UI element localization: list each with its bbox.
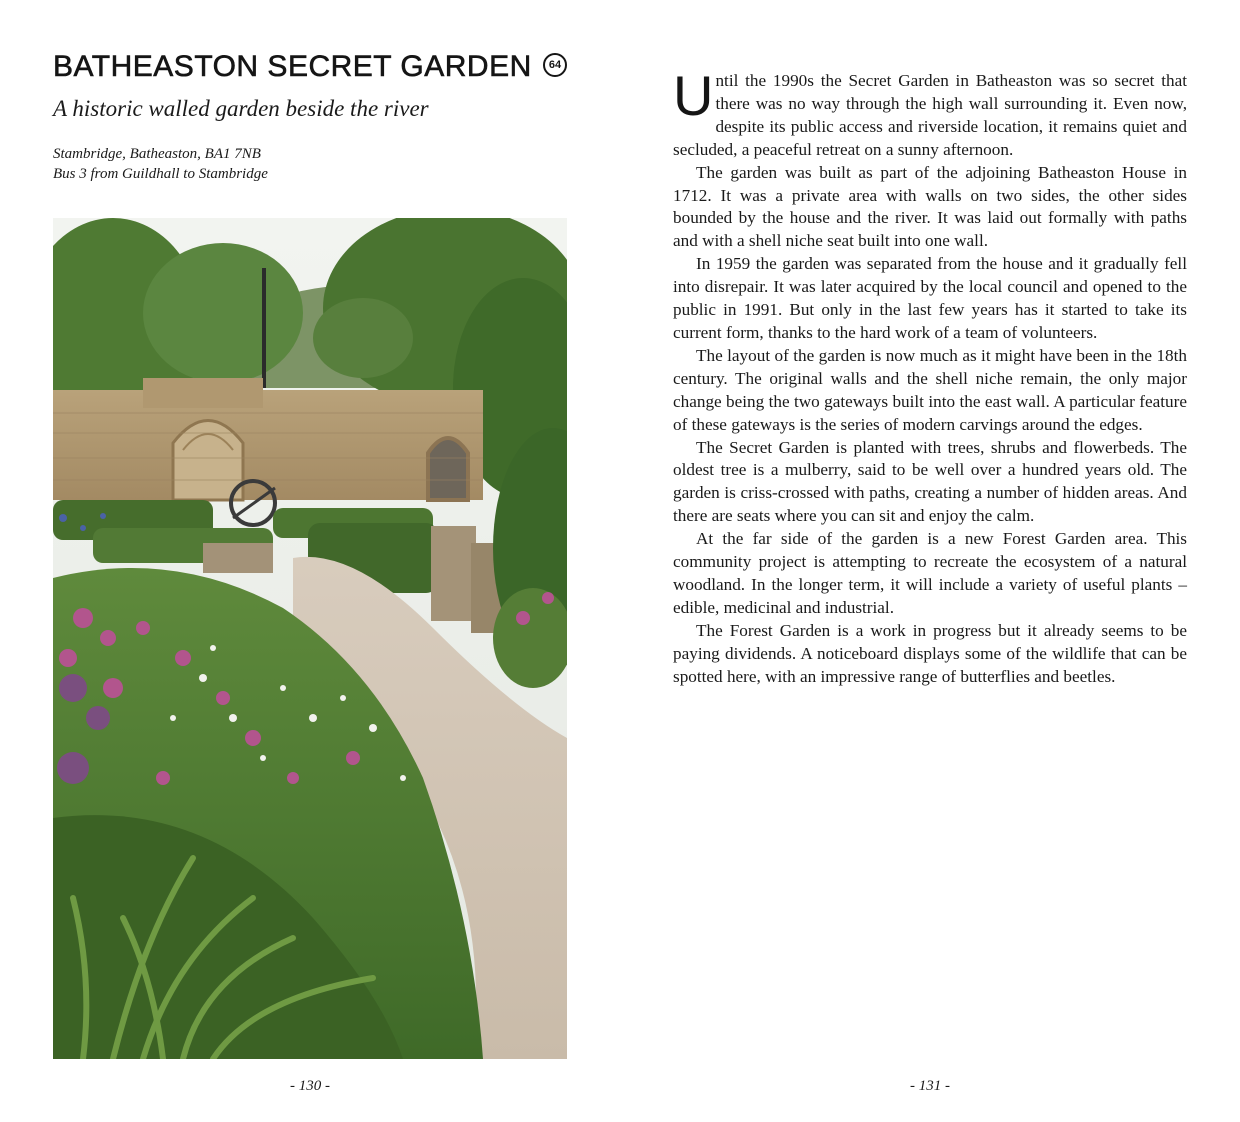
drop-cap: U (673, 64, 714, 127)
paragraph: The Forest Garden is a work in progress but it already seems to be paying dividends. A noticeboard displays some of the wildlife that can be spotted here, with an impressive range of butterflies and beetles. (673, 620, 1187, 686)
paragraph: In 1959 the garden was separated from the house and it gradually fell into disrepair. It was later acquired by the local council and opened to the public in 1991. But only in the last few years has it started to take its current form, thanks to the hard work of a team of volunteers. (673, 254, 1187, 342)
location-info (53, 144, 268, 184)
page-number: - 130 - (290, 1078, 330, 1094)
paragraph: The garden was built as part of the adjoining Batheaston House in 1712. It was a private area with walls on two sides, the other sides bounded by the house and the river. It was laid out formally with paths and with a shell niche seat built into one wall. (673, 162, 1187, 251)
right-page (620, 0, 1240, 1122)
paragraph: The layout of the garden is now much as it might have been in the 18th century. The original walls and the shell niche remain, the only major change being the two gateways built into the east wall. A particular feature of these gateways is the series of modern carvings around the edges. (673, 345, 1187, 434)
page-subtitle: A historic walled garden beside the river (53, 96, 429, 121)
paragraph: At the far side of the garden is a new Forest Garden area. This community project is attempting to recreate the ecosystem of a natural woodland. In the longer term, it will include a variety of useful plants – edible, medicinal and industrial. (673, 529, 1187, 617)
transport-line: Bus 3 from Guildhall to Stambridge (53, 166, 268, 182)
garden-photo (53, 218, 567, 1059)
article-body (673, 64, 1187, 688)
page-title: BATHEASTON SECRET GARDEN (53, 50, 532, 83)
paragraph (673, 64, 1187, 162)
paragraph-text: ntil the 1990s the Secret Garden in Batheaston was so secret that there was no way through the high wall surrounding it. Even now, despite its public access and riverside location, it remains quiet and secluded, a peaceful retreat on a sunny afternoon. (673, 71, 1187, 159)
page-number: - 131 - (910, 1078, 950, 1094)
address-line: Stambridge, Batheaston, BA1 7NB (53, 146, 261, 162)
paragraph: The Secret Garden is planted with trees, shrubs and flowerbeds. The oldest tree is a mulberry, said to be well over a hundred years old. The garden is criss-crossed with paths, creating a number of hidden areas. And there are seats where you can sit and enjoy the calm. (673, 437, 1187, 526)
entry-number-badge: 64 (543, 53, 567, 77)
